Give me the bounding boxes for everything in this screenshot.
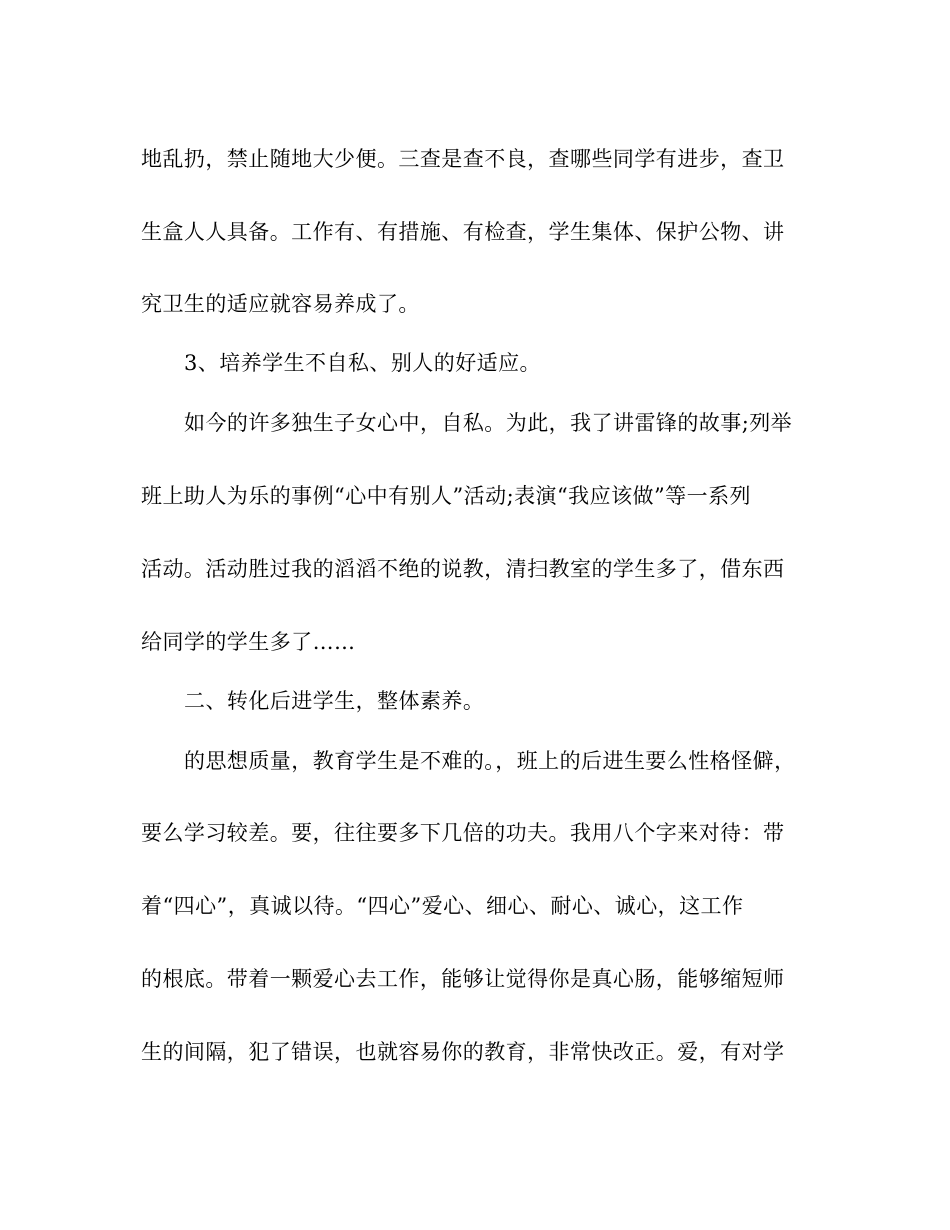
text-line-10: 的思想质量，教育学生是不难的。，班上的后进生要么性格怪僻， [184,749,796,773]
text-line-11: 要么学习较差。要，往往要多下几倍的功夫。我用八个字来对待：带 [141,821,785,845]
text-line-1: 地乱扔，禁止随地大少便。三查是查不良，查哪些同学有进步，查卫 [141,147,785,171]
text-line-12: 着“四心”，真诚以待。“四心”爱心、细心、耐心、诚心，这工作 [141,894,744,918]
text-line-2: 生盒人人具备。工作有、有措施、有检查，学生集体、保护公物、讲 [141,220,785,244]
text-line-9: 二、转化后进学生，整体素养。 [184,689,485,713]
text-line-8: 给同学的学生多了…… [141,630,356,654]
text-line-6: 班上助人为乐的事例“心中有别人”活动;表演“我应该做”等一系列 [141,484,751,508]
text-line-14: 生的间隔，犯了错误，也就容易你的教育，非常快改正。爱，有对学 [141,1040,785,1064]
text-line-13: 的根底。带着一颗爱心去工作，能够让觉得你是真心肠，能够缩短师 [141,967,785,991]
text-line-5: 如今的许多独生子女心中，自私。为此，我了讲雷锋的故事;列举 [184,411,793,435]
text-line-7: 活动。活动胜过我的滔滔不绝的说教，清扫教室的学生多了，借东西 [141,557,785,581]
text-line-4: 3、培养学生不自私、别人的好适应。 [184,351,542,375]
text-line-3: 究卫生的适应就容易养成了。 [141,292,420,316]
